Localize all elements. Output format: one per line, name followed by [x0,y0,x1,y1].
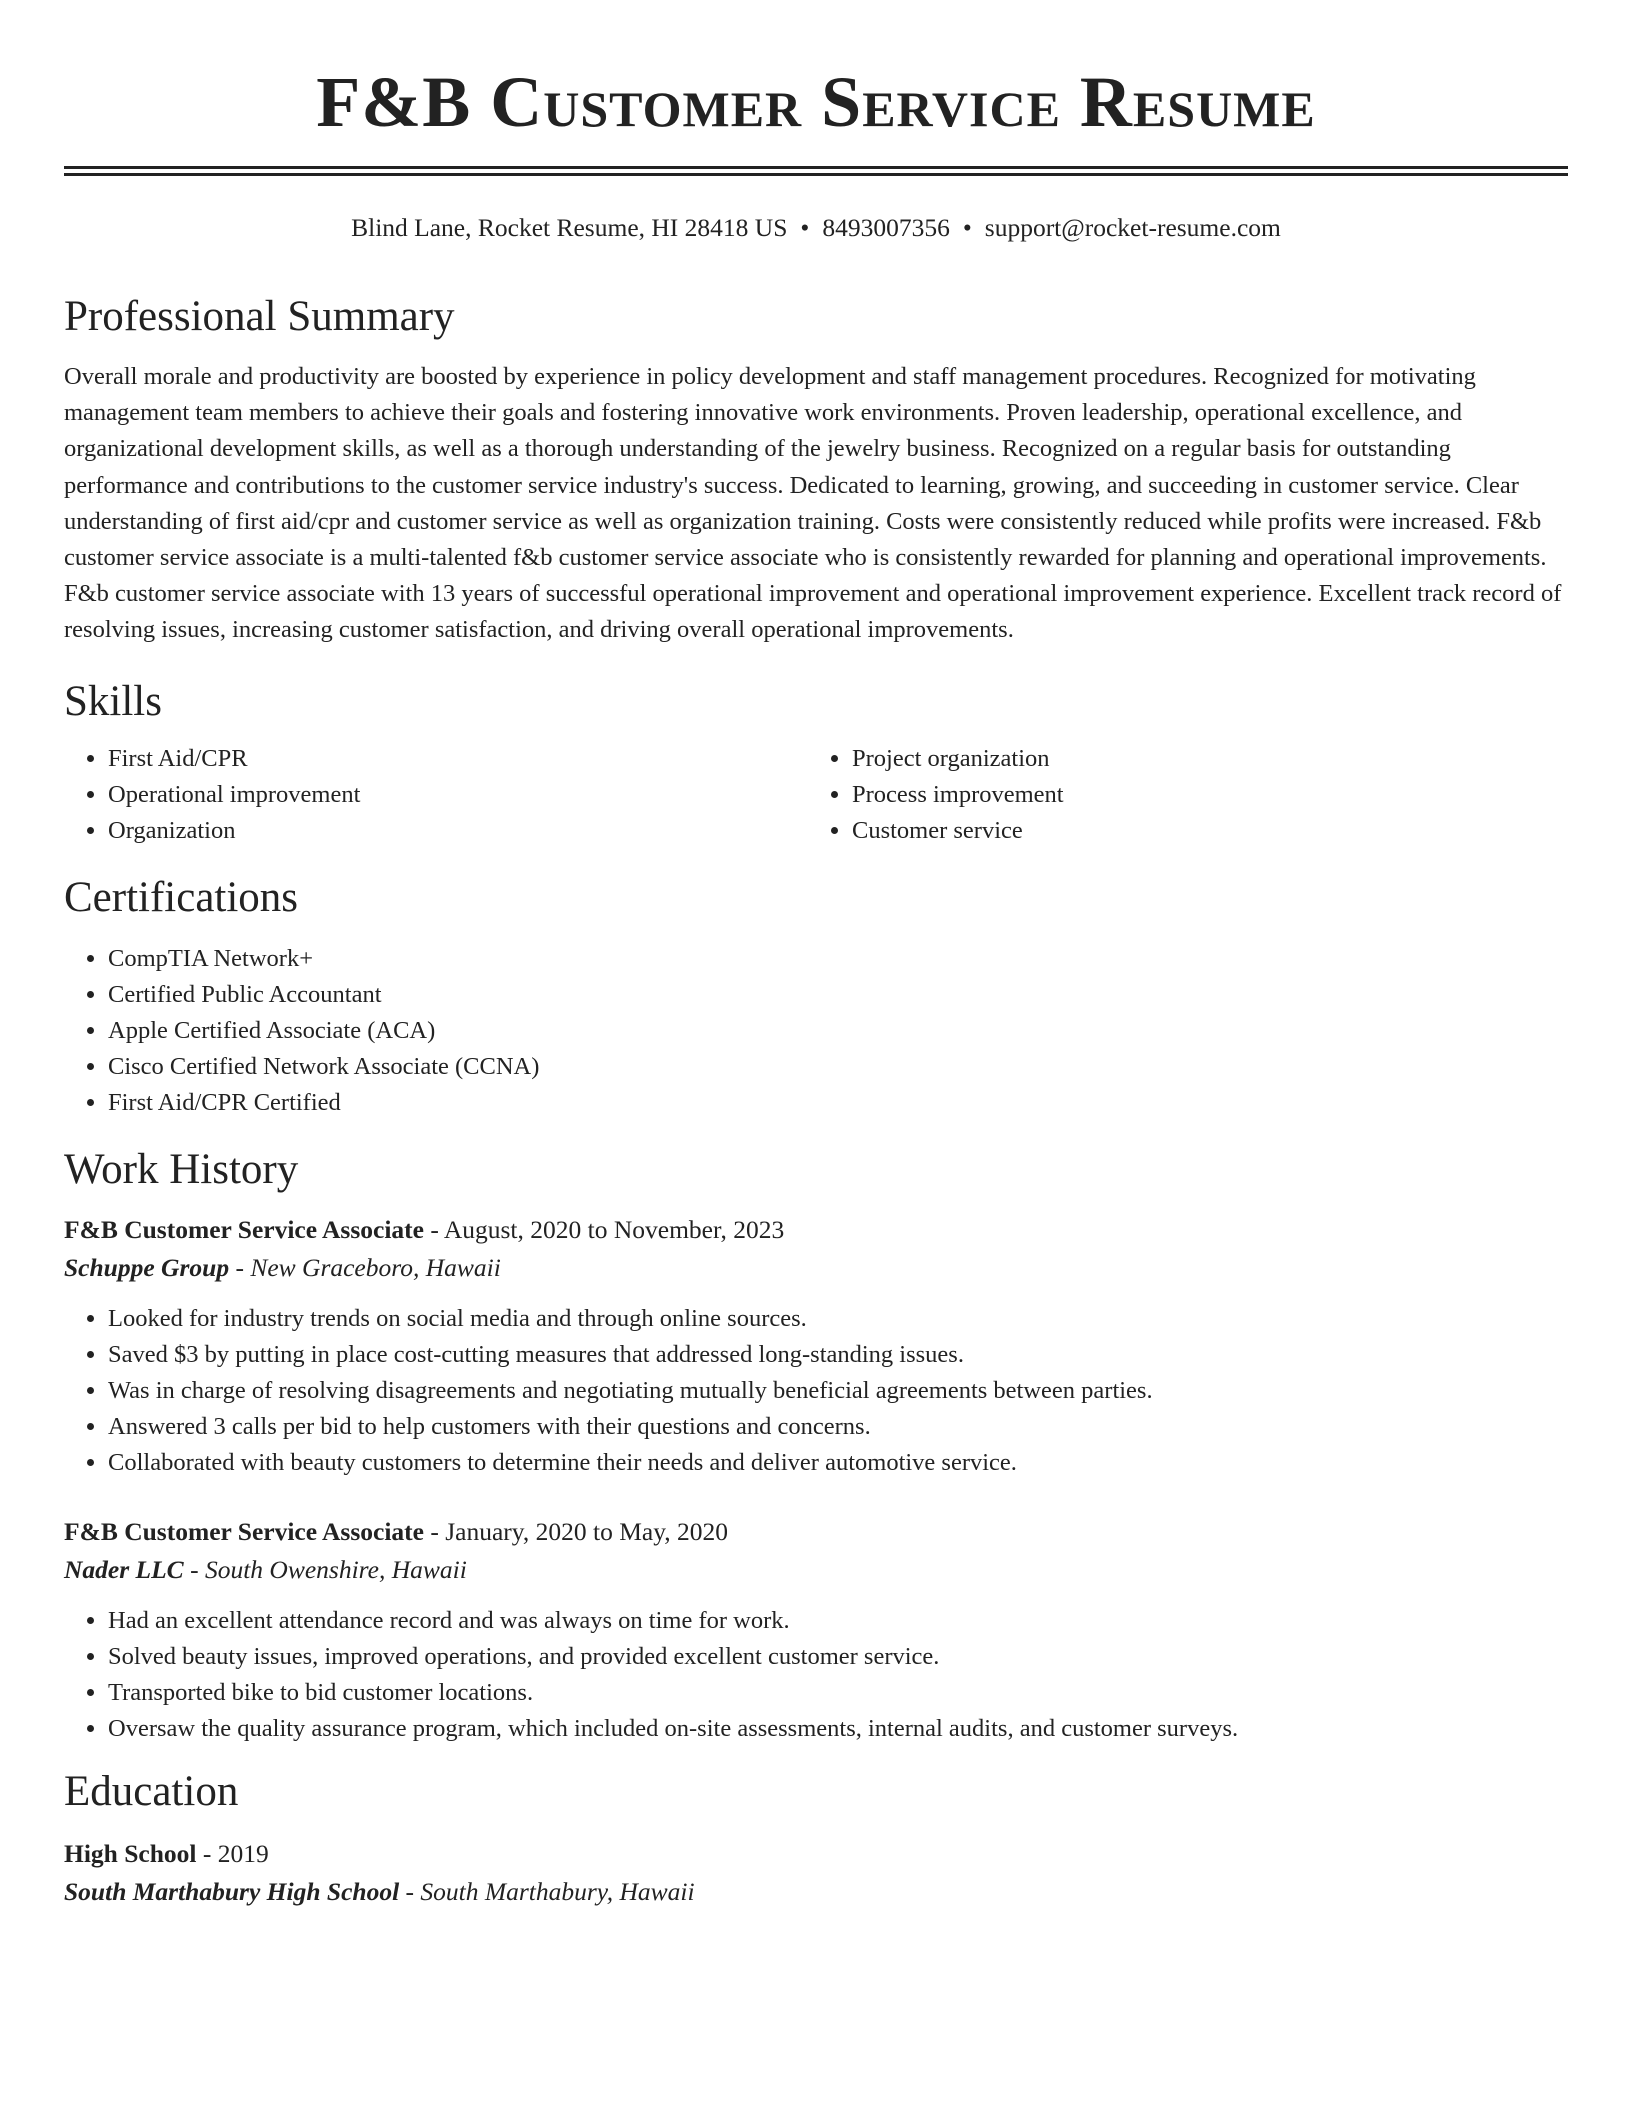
skills-section [64,677,1568,849]
summary-heading: Professional Summary [64,293,455,340]
contact-phone: 8493007356 [822,213,950,242]
work-history-section [64,1145,1568,1747]
certifications-list [64,941,1568,1121]
education-heading: Education [64,1767,239,1815]
education-section [64,1767,1568,1911]
job-company-line [64,1551,1568,1589]
skills-list-right [808,741,1552,849]
contact-line [64,213,1568,243]
job-title-line [64,1513,1568,1551]
education-year: - 2019 [196,1838,269,1868]
certification-item: • Cisco Certified Network Associate (CCNA) [108,1049,1568,1085]
skill-item: • Process improvement [852,777,1552,813]
skills-column-left [64,741,808,849]
education-school-line [64,1873,1568,1911]
job-company: Nader LLC [64,1554,184,1584]
skill-item: • Project organization [852,741,1552,777]
job-company-line [64,1249,1568,1287]
skill-item: • Operational improvement [108,777,808,813]
skills-list-left [64,741,808,849]
job-location: - New Graceboro, Hawaii [229,1252,501,1282]
job-bullet: • Solved beauty issues, improved operations, and provided excellent customer service. [108,1639,1568,1675]
job-bullet-list [64,1603,1568,1747]
skill-item: • First Aid/CPR [108,741,808,777]
skill-item: • Organization [108,813,808,849]
job-title-line [64,1211,1568,1249]
certification-item: • First Aid/CPR Certified [108,1085,1568,1121]
job-bullet: • Answered 3 calls per bid to help customers with their questions and concerns. [108,1409,1568,1445]
contact-separator: • [800,213,810,242]
summary-section [64,292,1568,649]
job-bullet-list [64,1301,1568,1481]
skills-grid [64,741,1568,849]
job-title: F&B Customer Service Associate [64,1214,424,1244]
job-dates: - August, 2020 to November, 2023 [424,1214,785,1244]
certification-item: • CompTIA Network+ [108,941,1568,977]
education-degree: High School [64,1838,197,1868]
skills-heading: Skills [64,677,162,725]
job-entry [64,1513,1568,1747]
work-history-heading: Work History [64,1145,299,1193]
certifications-heading: Certifications [64,873,299,921]
job-dates: - January, 2020 to May, 2020 [424,1516,729,1546]
certification-item: • Apple Certified Associate (ACA) [108,1013,1568,1049]
job-bullet: • Saved $3 by putting in place cost-cutting measures that addressed long-standing issues. [108,1337,1568,1373]
education-school: South Marthabury High School [64,1876,400,1906]
education-entry [64,1835,1568,1911]
job-location: - South Owenshire, Hawaii [183,1554,467,1584]
job-bullet: • Was in charge of resolving disagreements and negotiating mutually beneficial agreements between parties. [108,1373,1568,1409]
summary-text: Overall morale and productivity are boosted by experience in policy development and staff management procedures. Recognized for motivating management team members to achieve their goals and fostering innovative work environments. Proven leadership, operational excellence, and organizational development skills, as well as a thorough understanding of the jewelry business. Recognized on a regular basis for outstanding performance and contributions to the customer service industry's success. Dedicated to learning, growing, and succeeding in customer service. Clear understanding of first aid/cpr and customer service as well as organization training. Costs were consistently reduced while profits were increased. F&b customer service associate is a multi-talented f&b customer service associate who is consistently rewarded for planning and operational improvements. F&b customer service associate with 13 years of successful operational improvement and operational improvement experience. Excellent track record of resolving issues, increasing customer satisfaction, and driving overall operational improvements. [64,363,1562,644]
job-bullet: • Had an excellent attendance record and was always on time for work. [108,1603,1568,1639]
job-bullet: • Collaborated with beauty customers to determine their needs and deliver automotive service. [108,1445,1568,1481]
certifications-section [64,873,1568,1121]
job-bullet: • Oversaw the quality assurance program, which included on-site assessments, internal audits, and customer surveys. [108,1711,1568,1747]
contact-email[interactable]: support@rocket-resume.com [984,213,1281,242]
contact-separator: • [962,213,972,242]
title-divider [64,166,1568,176]
job-entry [64,1211,1568,1481]
education-degree-line [64,1835,1568,1873]
certification-item: • Certified Public Accountant [108,977,1568,1013]
job-bullet: • Transported bike to bid customer locations. [108,1675,1568,1711]
job-company: Schuppe Group [64,1252,230,1282]
page-title: F&B Customer Service Resume [316,62,1316,142]
education-location: - South Marthabury, Hawaii [399,1876,695,1906]
job-bullet: • Looked for industry trends on social media and through online sources. [108,1301,1568,1337]
job-title: F&B Customer Service Associate [64,1516,424,1546]
skills-column-right [808,741,1552,849]
skill-item: • Customer service [852,813,1552,849]
contact-address: Blind Lane, Rocket Resume, HI 28418 US [351,213,788,242]
